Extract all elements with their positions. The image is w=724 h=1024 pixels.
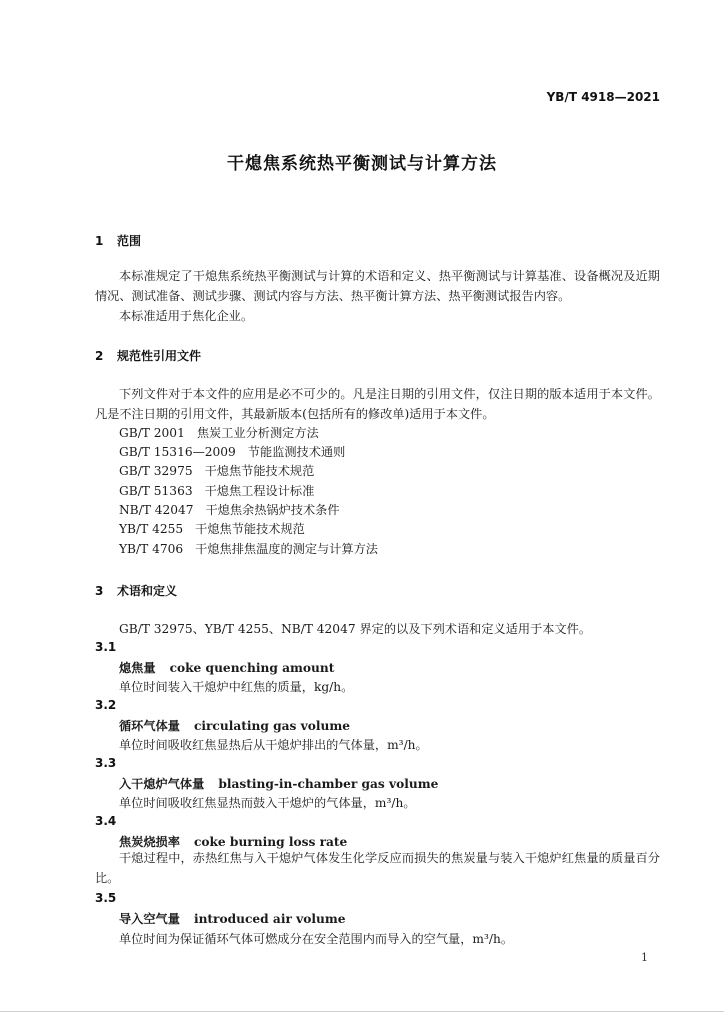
term-title: [119, 717, 350, 734]
term-title: [119, 775, 438, 792]
term-english: circulating gas volume: [193, 719, 350, 733]
reference-name: 干熄焦排焦温度的测定与计算方法: [195, 542, 378, 556]
reference-item: [119, 541, 378, 557]
page-number: 1: [641, 951, 648, 964]
section-number: 1: [95, 234, 104, 248]
reference-code: GB/T 15316—2009: [119, 445, 236, 459]
reference-code: NB/T 42047: [119, 503, 194, 517]
term-chinese: 熄焦量: [119, 661, 156, 675]
section-2-intro: 下列文件对于本文件的应用是必不可少的。凡是注日期的引用文件，仅注日期的版本适用于本文件。凡是不注日期的引用文件，其最新版本(包括所有的修改单)适用于本文件。: [95, 387, 660, 421]
reference-name: 干熄焦节能技术规范: [195, 522, 305, 536]
reference-item: [119, 444, 345, 460]
section-1-heading: [95, 232, 141, 249]
reference-name: 焦炭工业分析测定方法: [196, 426, 319, 440]
term-number: 3.5: [95, 891, 117, 905]
reference-name: 节能监测技术通则: [247, 445, 346, 459]
term-chinese: 导入空气量: [119, 912, 180, 926]
section-title: 规范性引用文件: [117, 349, 202, 363]
term-english: blasting-in-chamber gas volume: [218, 777, 439, 791]
bottom-divider: [0, 1011, 724, 1012]
section-number: 2: [95, 349, 104, 363]
term-definition: 单位时间吸收红焦显热后从干熄炉排出的气体量，m³/h。: [119, 738, 428, 752]
term-definition: 单位时间装入干熄炉中红焦的质量，kg/h。: [119, 680, 354, 694]
term-definition: 干熄过程中，赤热红焦与入干熄炉气体发生化学反应而损失的焦炭量与装入干熄炉红焦量的质量百分比。: [95, 851, 660, 885]
section-number: 3: [95, 584, 104, 598]
term-chinese: 入干熄炉气体量: [119, 777, 205, 791]
section-1-paragraph-1: 本标准规定了干熄焦系统热平衡测试与计算的术语和定义、热平衡测试与计算基准、设备概况及近期情况、测试准备、测试步骤、测试内容与方法、热平衡计算方法、热平衡测试报告内容。: [95, 269, 660, 303]
reference-name: 干熄焦余热锅炉技术条件: [205, 503, 340, 517]
section-2-heading: [95, 347, 201, 364]
reference-code: GB/T 2001: [119, 426, 185, 440]
section-title: 术语和定义: [117, 584, 178, 598]
term-title: [119, 659, 334, 676]
reference-code: GB/T 32975: [119, 464, 193, 478]
section-3-heading: [95, 582, 177, 599]
term-number: 3.3: [95, 756, 117, 770]
term-definition: 单位时间吸收红焦显热而鼓入干熄炉的气体量，m³/h。: [119, 796, 416, 810]
standard-number: YB/T 4918—2021: [546, 90, 660, 104]
reference-code: YB/T 4706: [119, 542, 184, 556]
term-number: 3.2: [95, 698, 117, 712]
reference-item: [119, 502, 340, 518]
reference-name: 干熄焦节能技术规范: [204, 464, 315, 478]
term-english: coke quenching amount: [169, 661, 335, 675]
term-english: introduced air volume: [193, 912, 346, 926]
section-3-intro: GB/T 32975、YB/T 4255、NB/T 42047 界定的以及下列术语和定义适用于本文件。: [119, 622, 592, 636]
reference-item: [119, 463, 314, 479]
reference-item: [119, 521, 305, 537]
term-title: [119, 910, 345, 927]
reference-code: YB/T 4255: [119, 522, 184, 536]
term-definition: 单位时间为保证循环气体可燃成分在安全范围内而导入的空气量，m³/h。: [119, 932, 514, 946]
reference-name: 干熄焦工程设计标准: [204, 484, 315, 498]
reference-code: GB/T 51363: [119, 484, 193, 498]
term-number: 3.4: [95, 814, 117, 828]
term-chinese: 焦炭烧损率: [119, 835, 180, 849]
reference-item: [119, 483, 314, 499]
document-title: 干熄焦系统热平衡测试与计算方法: [227, 154, 497, 174]
term-number: 3.1: [95, 640, 117, 654]
reference-item: [119, 425, 319, 441]
term-english: coke burning loss rate: [193, 835, 348, 849]
section-1-paragraph-2: 本标准适用于焦化企业。: [119, 309, 254, 323]
term-chinese: 循环气体量: [119, 719, 180, 733]
section-title: 范围: [117, 234, 142, 248]
